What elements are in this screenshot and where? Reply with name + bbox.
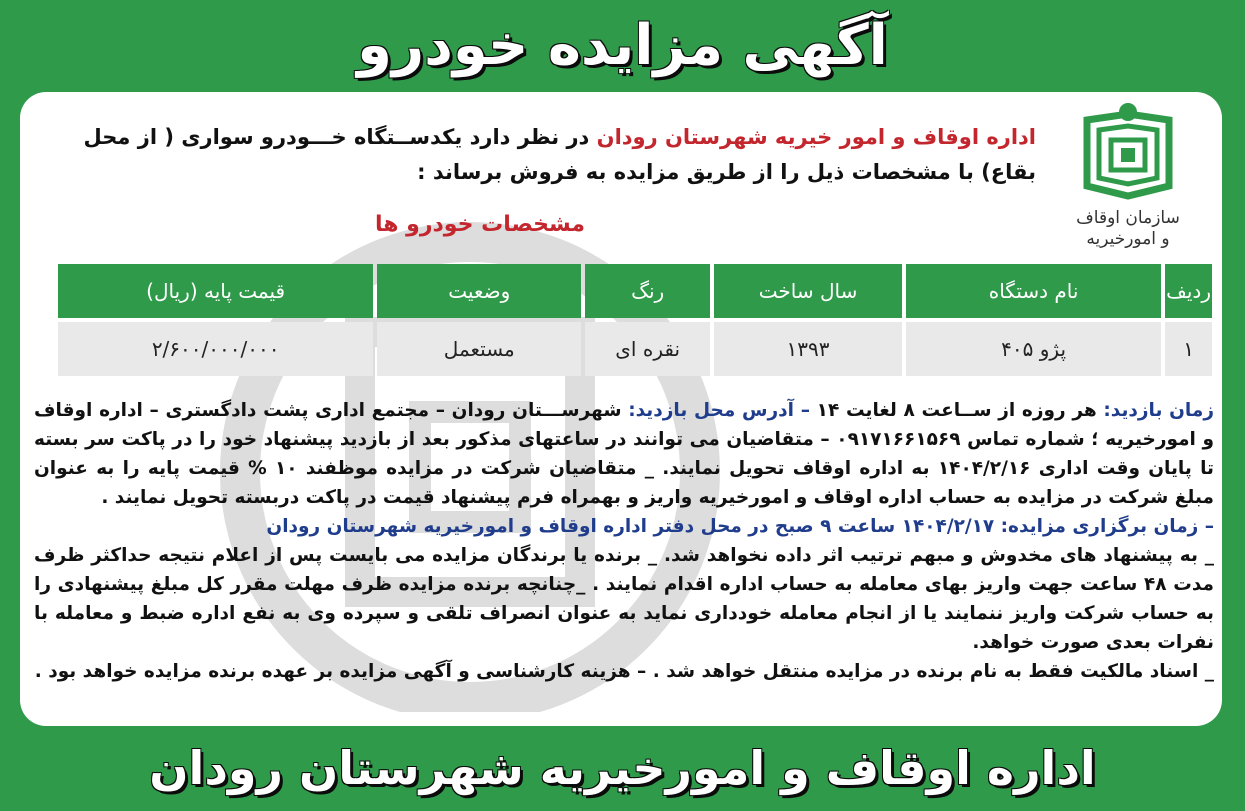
- cell-condition: مستعمل: [377, 322, 581, 376]
- col-header-condition: وضعیت: [377, 264, 581, 318]
- conditions-paragraph: _ به پیشنهاد های مخدوش و مبهم ترتیب اثر داده نخواهد شد. _ برنده یا برندگان مزایده می بایست پس از اعلام نتیجه حداکثر ظرف مدت ۴۸ ساعت جهت واریز بهای معامله به حساب اداره اقدام نمایند . _چنانچه برنده مزایده ظرف مهلت مقرر کل مبلغ پیشنهادی را به حساب شرکت واریز ننمایند یا از انجام معامله خودداری نماید به عنوان انصراف تلقی و سپرده وی به نفع اداره ضبط و معامله با نفرات بعدی صورت خواهد.: [34, 545, 1214, 653]
- logo-line-2: و امورخیریه: [1086, 229, 1170, 249]
- cell-color: نقره ای: [585, 322, 710, 376]
- cell-device-name: پژو ۴۰۵: [906, 322, 1161, 376]
- vehicles-table: [54, 260, 1216, 380]
- table-row: [58, 322, 1212, 376]
- address-text: شهرســـتان رودان – مجتمع اداری پشت دادگستری – اداره اوقاف و امورخیریه ؛ شماره تماس ۰۹۱۷۱۶۶۱۵۶۹ – متقاضیان می توانند در ساعتهای مذکور بعد از بازدید پیشنهاد خود را در پاکت سر بسته تا پایان وقت اداری ۱۴۰۴/۲/۱۶ به اداره اوقاف تحویل نمایند. _ متقاضیان شرکت در مزایده موظفند ۱۰ % قیمت پایه را به عنوان مبلغ شرکت در مزایده به حساب اداره اوقاف و امورخیریه واریز و بهمراه فرم پیشنهاد قیمت در پاکت دربسته تحویل نمایند .: [34, 400, 1214, 508]
- address-label: – آدرس محل بازدید:: [628, 400, 810, 421]
- table-header-row: [58, 264, 1212, 318]
- content-panel: [20, 92, 1222, 726]
- terms-text: [34, 396, 1214, 686]
- auction-time-line: – زمان برگزاری مزایده: ۱۴۰۴/۲/۱۷ ساعت ۹ صبح در محل دفتر اداره اوقاف و امورخیریه شهرستان رودان: [266, 516, 1214, 537]
- col-header-row-number: ردیف: [1165, 264, 1212, 318]
- col-header-base-price: قیمت پایه (ریال): [58, 264, 373, 318]
- cell-year: ۱۳۹۳: [714, 322, 902, 376]
- ownership-paragraph: _ اسناد مالکیت فقط به نام برنده در مزایده منتقل خواهد شد . – هزینه کارشناسی و آگهی مزایده بر عهده برنده مزایده خواهد بود .: [34, 661, 1214, 682]
- logo-line-1: سازمان اوقاف: [1076, 208, 1180, 228]
- cell-base-price: ۲/۶۰۰/۰۰۰/۰۰۰: [58, 322, 373, 376]
- col-header-color: رنگ: [585, 264, 710, 318]
- specs-title: مشخصات خودرو ها: [374, 212, 586, 237]
- intro-org-name: اداره اوقاف و امور خیریه شهرستان رودان: [596, 125, 1036, 149]
- visit-text: هر روزه از ســاعت ۸ لغایت ۱۴: [809, 400, 1104, 421]
- awqaf-emblem-icon: [1077, 100, 1179, 202]
- visit-paragraph: [34, 396, 1214, 512]
- org-logo: [1050, 100, 1206, 258]
- ad-title: آگهی مزایده خودرو: [357, 13, 888, 78]
- cell-row-number: ۱: [1165, 322, 1212, 376]
- footer-org-title: اداره اوقاف و امورخیریه شهرستان رودان: [149, 741, 1096, 795]
- col-header-year: سال ساخت: [714, 264, 902, 318]
- intro-text: در نظر دارد یکدســتگاه خـــودرو سواری ( از محل بقاع) با مشخصات ذیل را از طریق مزایده به فروش برساند :: [83, 125, 1036, 184]
- intro-paragraph: [36, 120, 1036, 190]
- visit-label: زمان بازدید:: [1103, 400, 1214, 421]
- col-header-device-name: نام دستگاه: [906, 264, 1161, 318]
